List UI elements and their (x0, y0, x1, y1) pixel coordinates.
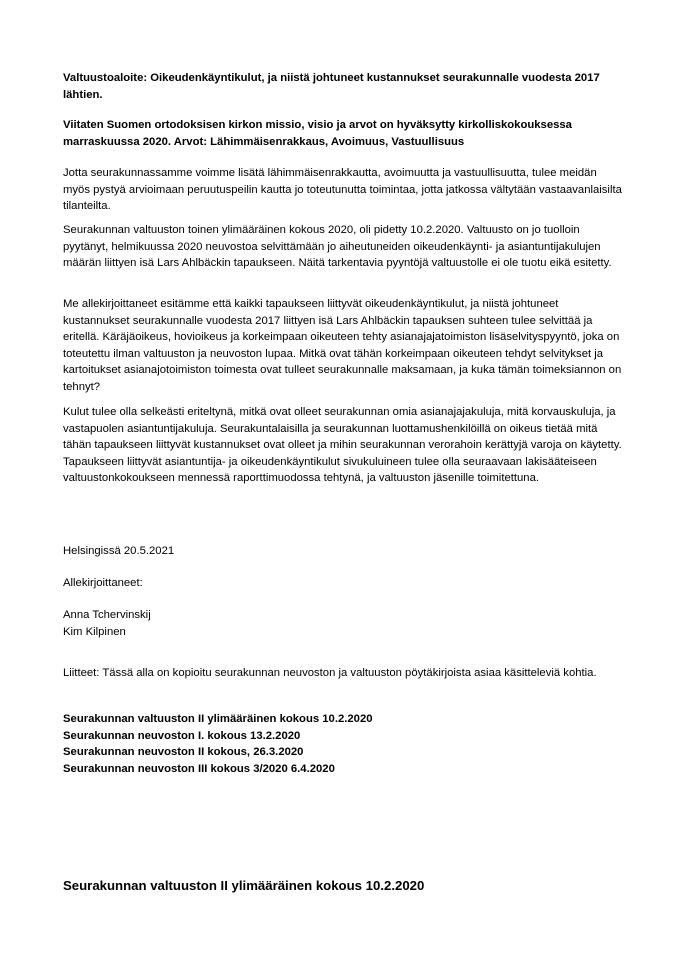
signers-list (63, 607, 623, 640)
section-heading: Seurakunnan valtuuston II ylimääräinen kokous 10.2.2020 (63, 878, 425, 893)
attachment-item: Seurakunnan neuvoston I. kokous 13.2.2020 (63, 729, 301, 742)
paragraph-requirements: Kulut tulee olla selkeästi eriteltynä, mitkä ovat olleet seurakunnan omia asianajajakuluja, mitä korvauskuluja, ja vastapuolen asiantuntijakuluja. Seurakuntalaisilla ja seurakunnan luottamushenkilöillä on oikeus tietää mitä tähän tapaukseen liittyvät kustannukset ovat olleet ja mihin seurakunnan verorahoin kerättyjä varoja on käytetty. Tapaukseen liittyvät asiantuntija- ja oikeudenkäyntikulut sivukuluineen tulee olla seuraavaan lakisääteiseen valtuustonkokoukseen mennessä raporttimuodossa tehtynä, ja valtuuston jäsenille toimitettuna. (63, 406, 622, 484)
paragraph-proposal: Me allekirjoittaneet esitämme että kaikki tapaukseen liittyvät oikeudenkäyntikulut, ja niistä johtuneet kustannukset seurakunnalle vuodesta 2017 liittyen isä Lars Ahlbäckin tapauksen suhteen tulee selvittää ja eritellä. Käräjäoikeus, hovioikeus ja korkeimpaan oikeuteen tehty asianajajatoimiston lisäselvityspyyntö, joka on toteutettu ilman valtuuston ja neuvoston lupaa. Mitkä ovat tähän korkeimpaan oikeuteen tehdyt selvitykset ja kartoitukset asianajotoimiston toimesta ovat tulleet seurakunnalle maksamaan, ja kuka tämän toimeksiannon on tehnyt? (63, 298, 622, 393)
attachment-item: Seurakunnan valtuuston II ylimääräinen kokous 10.2.2020 (63, 713, 373, 725)
signer-name: Anna Tchervinskij (63, 609, 151, 621)
document-subtitle: Viitaten Suomen ortodoksisen kirkon missio, visio ja arvot on hyväksytty kirkolliskokouksessa marraskuussa 2020. Arvot: Lähimmäisenrakkaus, Avoimuus, Vastuullisuus (63, 119, 572, 148)
place-date: Helsingissä 20.5.2021 (63, 545, 175, 557)
attachment-item: Seurakunnan neuvoston III kokous 3/2020 6.4.2020 (63, 762, 335, 775)
signer-name: Kim Kilpinen (63, 625, 126, 638)
attachments-list (63, 711, 623, 777)
paragraph-intro: Jotta seurakunnassamme voimme lisätä lähimmäisenrakkautta, avoimuutta ja vastuullisuutta, tulee meidän myös pystyä arvioimaan peruutuspeilin kautta jo toteutunutta toimintaa, jotta jatkossa vältytään vastaavanlaisilta tilanteilta. (63, 167, 622, 212)
document-title: Valtuustoaloite: Oikeudenkäyntikulut, ja niistä johtuneet kustannukset seurakunnalle vuodesta 2017 lähtien. (63, 72, 600, 101)
attachments-intro: Liitteet: Tässä alla on kopioitu seurakunnan neuvoston ja valtuuston pöytäkirjoista asiaa käsitteleviä kohtia. (63, 667, 597, 679)
signers-label: Allekirjoittaneet: (63, 577, 143, 589)
attachment-item: Seurakunnan neuvoston II kokous, 26.3.2020 (63, 746, 304, 758)
paragraph-background: Seurakunnan valtuuston toinen ylimääräinen kokous 2020, oli pidetty 10.2.2020. Valtuusto on jo tuolloin pyytänyt, helmikuussa 2020 neuvostoa selvittämään jo aiheutuneiden oikeudenkäynti- ja asiantuntijakulujen määrän liittyen isä Lars Ahlbäckin tapaukseen. Näitä tarkentavia pyyntöjä valtuustolle ei ole tuotu eikä esitetty. (63, 224, 612, 269)
